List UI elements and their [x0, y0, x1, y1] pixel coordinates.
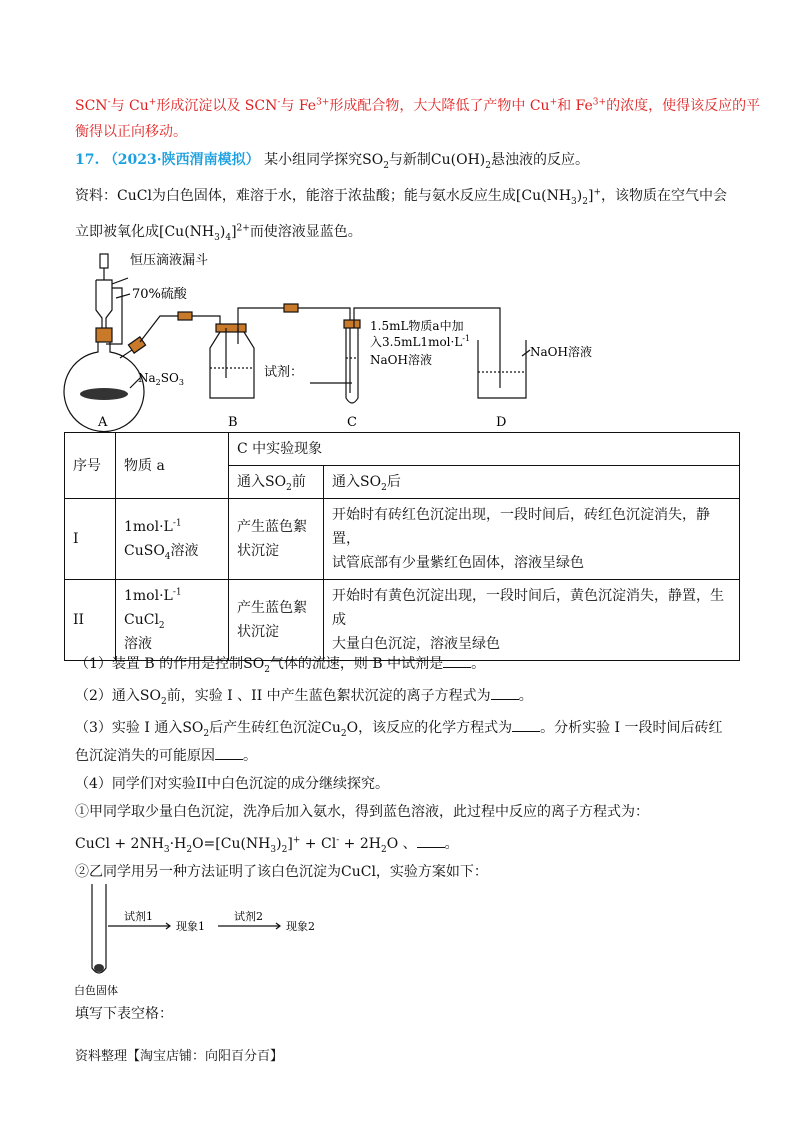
- text: 状沉淀: [237, 624, 279, 640]
- sup: +: [148, 97, 157, 108]
- apparatus-diagram: [60, 248, 592, 430]
- sub: 3: [270, 844, 277, 855]
- sub: 2: [186, 844, 193, 855]
- text: ): [576, 188, 583, 204]
- reagent-2: 试剂2: [234, 910, 263, 923]
- header-phenomena: C 中实验现象: [229, 433, 740, 466]
- sub: 3: [178, 378, 184, 387]
- text: 。: [471, 656, 486, 672]
- sub: 4: [164, 551, 171, 562]
- bottle-b: [210, 332, 254, 398]
- text: CuCl: [341, 864, 376, 880]
- sup: -: [277, 97, 281, 108]
- text: 色沉淀消失的可能原因: [75, 748, 215, 764]
- text: 资料：: [75, 188, 117, 204]
- answer-blank[interactable]: [512, 719, 540, 732]
- sup: 3+: [316, 97, 330, 108]
- tube-c: [346, 328, 358, 403]
- text: 与新制: [388, 152, 431, 168]
- text: SO: [182, 720, 204, 736]
- text: 入3.5mL1mol·L: [370, 335, 463, 349]
- text: （3）实验 I 通入: [75, 720, 183, 736]
- text: 的浓度，使得该反应的平: [606, 98, 761, 114]
- answer-note-line-1: [75, 96, 760, 116]
- joint-2: [284, 304, 298, 312]
- text: 产生蓝色絮: [237, 600, 307, 616]
- beaker-d: [478, 340, 526, 398]
- sub: 3: [571, 196, 577, 207]
- answer-blank[interactable]: [491, 687, 519, 700]
- row-index: II: [65, 580, 116, 661]
- acid-pointer: [116, 294, 130, 298]
- text: 大量白色沉淀，溶液呈绿色: [332, 636, 500, 652]
- text: Cu: [321, 720, 341, 736]
- row-substance: [116, 499, 229, 580]
- text: 形成配合物，大大降低了产物中 Cu: [329, 98, 550, 114]
- phenomenon-1: 现象1: [176, 920, 205, 933]
- info-line-1: [75, 186, 727, 206]
- row-index: I: [65, 499, 116, 580]
- sup: +: [593, 187, 601, 198]
- row-before: [229, 499, 324, 580]
- text: 。: [243, 748, 257, 764]
- acid-label: 70%硫酸: [132, 287, 187, 302]
- text: Cu(OH): [430, 152, 486, 168]
- sub: 2: [158, 620, 165, 631]
- row-after: [324, 580, 740, 661]
- solid-na2so3: [80, 388, 128, 400]
- header-index: 序号: [65, 433, 116, 499]
- c-label-2: [370, 334, 470, 349]
- sub: 2: [485, 160, 491, 171]
- text: [Cu(NH: [215, 836, 271, 852]
- text: 与 Fe: [280, 98, 317, 114]
- experiment-table: [64, 432, 740, 661]
- letter-c: C: [347, 415, 357, 430]
- sub: 2: [161, 696, 167, 707]
- b-stopper: [216, 324, 246, 332]
- white-solid: [94, 964, 104, 972]
- text: + Cl: [300, 836, 337, 852]
- text: 1mol·L: [124, 588, 173, 604]
- item-2: [75, 686, 533, 706]
- text: [Cu(NH: [159, 224, 215, 240]
- sub: 2: [340, 728, 347, 739]
- text: 后: [386, 474, 401, 490]
- na2so3-label: [138, 371, 184, 387]
- text: SO: [160, 371, 179, 385]
- sub: 2: [380, 844, 387, 855]
- sub: 2: [264, 664, 270, 675]
- sub: 2: [383, 160, 389, 171]
- text: O: [346, 720, 359, 736]
- text: 溶液: [124, 636, 152, 652]
- text: [Cu(NH: [515, 188, 572, 204]
- sup: -: [336, 835, 340, 846]
- text: + 2H: [339, 836, 381, 852]
- text: 。分析实验 I 一段时间后砖红: [540, 720, 723, 736]
- funnel-label: 恒压滴液漏斗: [130, 253, 209, 268]
- phenomenon-2: 现象2: [286, 920, 315, 933]
- text: 悬浊液的反应。: [491, 152, 589, 168]
- text: 后产生砖红色沉淀: [209, 720, 322, 736]
- footer: 资料整理【淘宝店铺：向阳百分百】: [75, 1049, 284, 1064]
- text: 。: [518, 688, 533, 704]
- letter-a: A: [98, 415, 108, 430]
- sup: -: [107, 97, 111, 108]
- text: 和 Fe: [557, 98, 593, 114]
- text: 试管底部有少量紫红色固体，溶液呈绿色: [332, 555, 584, 571]
- c-label-1: 1.5mL物质a中加: [370, 319, 464, 333]
- text: ): [219, 224, 226, 240]
- text: 产生蓝色絮: [237, 519, 307, 535]
- sub: 3: [214, 232, 220, 243]
- info-line-2: [75, 222, 362, 242]
- sup: -1: [172, 587, 182, 598]
- sup: -1: [462, 334, 471, 343]
- text: O=: [192, 836, 216, 852]
- item-3: [75, 718, 723, 738]
- text: （2）通入: [75, 688, 140, 704]
- text: 而使溶液显蓝色。: [249, 224, 362, 240]
- text: 通入SO: [237, 474, 287, 490]
- text: 某小组同学探究: [264, 152, 363, 168]
- white-solid-label: 白色固体: [74, 984, 118, 997]
- reagent-label: 试剂：: [264, 365, 304, 380]
- text: ·H: [169, 836, 187, 852]
- text: ]: [287, 836, 293, 852]
- text: 与 Cu: [110, 98, 149, 114]
- text: Na: [138, 371, 156, 385]
- equation-line: [75, 834, 459, 854]
- question-number: 17.: [75, 152, 100, 168]
- sub: 2: [286, 482, 292, 493]
- text: 为白色固体，难溶于水，能溶于浓盐酸；能与氨水反应生成: [151, 188, 516, 204]
- sup: +: [549, 97, 558, 108]
- text: ，该物质在空气中会: [601, 188, 727, 204]
- sup: -1: [172, 518, 182, 529]
- sup: 3+: [592, 97, 607, 108]
- text: SO: [243, 656, 265, 672]
- text: CuCl: [117, 188, 152, 204]
- table-header-row: [65, 433, 740, 466]
- d-label: NaOH溶液: [530, 345, 592, 359]
- joint-1: [178, 312, 192, 320]
- reagent-1: 试剂1: [124, 910, 153, 923]
- flask-stopper: [96, 328, 112, 342]
- text: O 、: [386, 836, 417, 852]
- text: SCN: [75, 98, 108, 114]
- header-before: [229, 466, 324, 499]
- text: （1）装置 B 的作用是控制: [75, 656, 244, 672]
- text: ，实验方案如下：: [375, 864, 488, 880]
- letter-d: D: [496, 415, 507, 430]
- sub: 2: [381, 482, 387, 493]
- text: 1mol·L: [124, 519, 173, 535]
- sup: 2+: [236, 223, 250, 234]
- text: CuSO: [124, 543, 165, 559]
- text: 通入SO: [332, 474, 382, 490]
- row-substance: [116, 580, 229, 661]
- text: 溶液: [170, 543, 199, 559]
- row-after: [324, 499, 740, 580]
- sub: 2: [203, 728, 210, 739]
- text: CuCl: [124, 612, 159, 628]
- sup: +: [292, 835, 301, 846]
- text: 前: [291, 474, 306, 490]
- letter-b: B: [228, 415, 238, 430]
- text: 。: [444, 836, 459, 852]
- answer-blank[interactable]: [215, 747, 243, 760]
- header-after: [324, 466, 740, 499]
- text: ): [276, 836, 282, 852]
- text: SO: [362, 152, 384, 168]
- sub: 4: [225, 232, 232, 243]
- b-tubes: [226, 328, 238, 378]
- sub: 2: [155, 378, 161, 387]
- text: 状沉淀: [237, 543, 279, 559]
- item-1: [75, 654, 485, 674]
- answer-note-line-2: 衡得以正向移动。: [75, 124, 187, 140]
- text: CuCl + 2NH: [75, 836, 164, 852]
- funnel-body: [96, 268, 112, 334]
- header-substance: 物质 a: [116, 433, 229, 499]
- item-3-line-2: [75, 746, 257, 766]
- answer-blank[interactable]: [443, 655, 471, 668]
- table-row: [65, 580, 740, 661]
- text: 前，实验 I 、II 中产生蓝色絮状沉淀的离子方程式为: [166, 688, 491, 704]
- c-stopper: [344, 320, 360, 328]
- sub: 3: [163, 844, 170, 855]
- test-tube: [92, 884, 106, 973]
- funnel-pointer: [112, 278, 128, 284]
- text: 开始时有砖红色沉淀出现，一段时间后，砖红色沉淀消失，静置，: [332, 507, 710, 547]
- text: ]: [587, 188, 594, 204]
- text: ]: [231, 224, 237, 240]
- text: SO: [139, 688, 161, 704]
- answer-blank[interactable]: [417, 835, 445, 848]
- question-source: （2023·陕西渭南模拟）: [103, 152, 260, 168]
- row-before: [229, 580, 324, 661]
- text: 立即被氧化成: [75, 224, 159, 240]
- text: ②乙同学用另一种方法证明了该白色沉淀为: [75, 864, 341, 880]
- text: 气体的流速，则 B 中试剂是: [269, 656, 444, 672]
- sub: 2: [582, 196, 588, 207]
- sub: 2: [281, 844, 288, 855]
- c-label-3: NaOH溶液: [370, 353, 432, 367]
- table-row: [65, 499, 740, 580]
- text: 开始时有黄色沉淀出现，一段时间后，黄色沉淀消失，静置，生成: [332, 588, 724, 628]
- item-4: （4）同学们对实验II中白色沉淀的成分继续探究。: [75, 776, 389, 792]
- item-4-1: ①甲同学取少量白色沉淀，洗净后加入氨水，得到蓝色溶液，此过程中反应的离子方程式为：: [75, 804, 649, 820]
- text: ，该反应的化学方程式为: [358, 720, 513, 736]
- funnel-stopper: [100, 254, 108, 268]
- text: 形成沉淀以及 SCN: [156, 98, 278, 114]
- question-stem: [75, 150, 589, 170]
- test-scheme: [70, 878, 350, 998]
- fill-table-prompt: 填写下表空格：: [75, 1006, 173, 1022]
